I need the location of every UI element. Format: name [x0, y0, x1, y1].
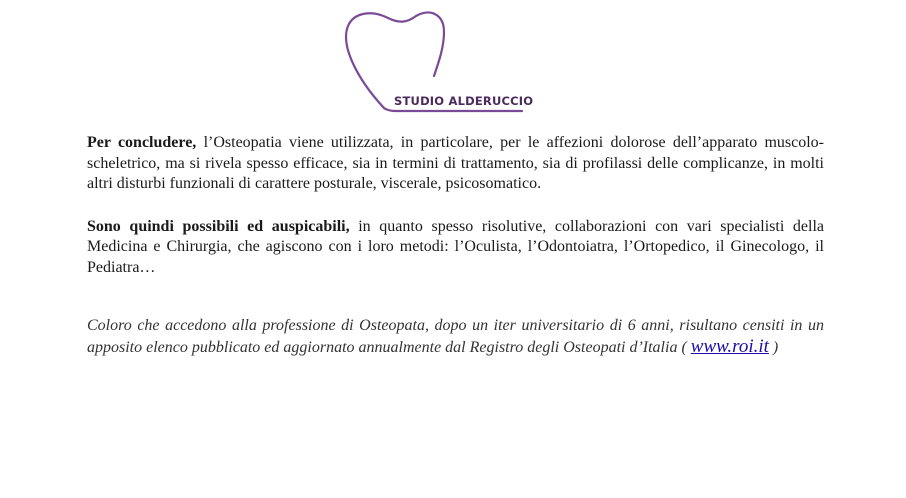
- studio-logo: [338, 8, 534, 116]
- logo-text: STUDIO ALDERUCCIO: [394, 94, 534, 108]
- conclusion-paragraph: [87, 133, 824, 195]
- specialists-text: in quanto spesso risolutive, collaborazioni con vari specialisti della Medicina e Chirurgia, che agiscono con i loro metodi: l’Oculista, l’Odontoiatra, l’Ortopedico, il Ginecologo, il Pediatra…: [87, 217, 824, 276]
- specialists-lead: Sono quindi possibili ed auspicabili,: [87, 217, 350, 235]
- roi-link[interactable]: www.roi.it: [690, 335, 769, 357]
- conclusion-text: l’Osteopatia viene utilizzata, in particolare, per le affezioni dolorose dell’apparato muscolo-scheletrico, ma si rivela spesso efficace, sia in termini di trattamento, sia di profilassi delle complicanze, in molti altri disturbi funzionali di carattere posturale, viscerale, psicosomatico.: [87, 134, 825, 192]
- document-body: [87, 133, 824, 380]
- specialists-paragraph: [87, 217, 824, 279]
- registry-paragraph: [87, 316, 824, 358]
- conclusion-lead: Per concludere,: [87, 134, 197, 151]
- registry-closing: ): [768, 338, 779, 356]
- registry-text: Coloro che accedono alla professione di Osteopata, dopo un iter universitario di 6 anni, risultano censiti in un apposito elenco pubblicato ed aggiornato annualmente dal Registro degli Osteopati d’Italia (: [87, 317, 824, 356]
